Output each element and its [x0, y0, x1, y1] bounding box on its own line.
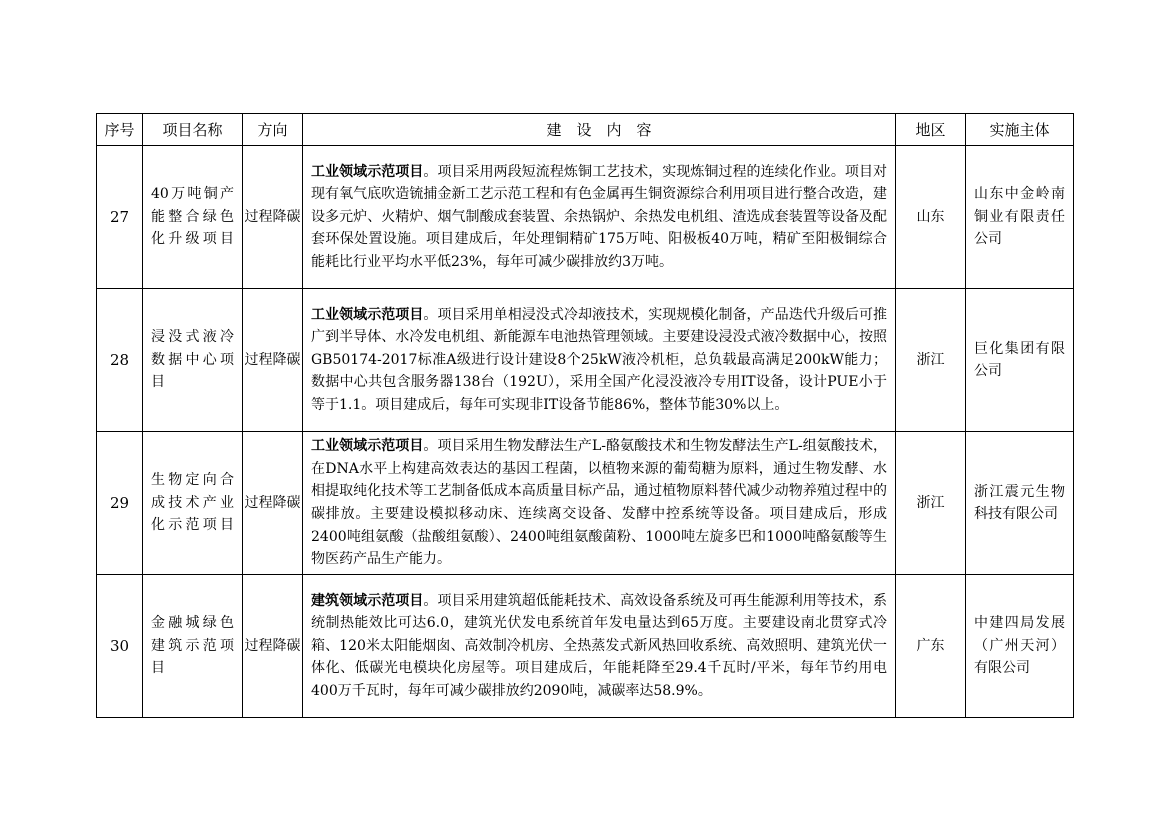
project-entity: 巨化集团有限公司 [966, 289, 1074, 432]
table-row [97, 146, 1074, 289]
project-name: 生物定向合成技术产业化示范项目 [143, 432, 243, 575]
header-entity: 实施主体 [966, 114, 1074, 146]
project-description: 。项目采用单相浸没式冷却液技术，实现规模化制备，产品迭代升级后可推广到半导体、水冷发电机组、新能源车电池热管理领域。主要建设浸没式液冷数据中心，按照GB50174-2017标准A级进行设计建设8个25kW液冷机柜，总负载最高满足200kW能力；数据中心共包含服务器138台（192U），采用全国产化浸没液冷专用IT设备，设计PUE小于等于1.1。项目建成后，每年可实现非IT设备节能86%，整体节能30%以上。 [311, 306, 888, 413]
table-row [97, 289, 1074, 432]
project-content [303, 575, 896, 718]
project-description: 。项目采用两段短流程炼铜工艺技术，实现炼铜过程的连续化作业。项目对现有氧气底吹造锍捕金新工艺示范工程和有色金属再生铜资源综合利用项目进行整合改造，建设多元炉、火精炉、烟气制酸成套装置、余热锅炉、余热发电机组、渣选成套装置等设备及配套环保处置设施。项目建成后，年处理铜精矿175万吨、阳极板40万吨，精矿至阳极铜综合能耗比行业平均水平低23%，每年可减少碳排放约3万吨。 [311, 163, 888, 270]
header-row [97, 114, 1074, 146]
project-region: 浙江 [896, 289, 966, 432]
project-name: 浸没式液冷数据中心项目 [143, 289, 243, 432]
header-name: 项目名称 [143, 114, 243, 146]
project-category: 建筑领域示范项目 [311, 592, 424, 609]
row-number: 30 [97, 575, 143, 718]
project-category: 工业领域示范项目 [311, 163, 424, 180]
project-category: 工业领域示范项目 [311, 306, 424, 323]
project-entity: 中建四局发展（广州天河）有限公司 [966, 575, 1074, 718]
header-content: 建 设 内 容 [303, 114, 896, 146]
project-content [303, 289, 896, 432]
projects-table [96, 113, 1074, 718]
header-region: 地区 [896, 114, 966, 146]
project-name: 金融城绿色建筑示范项目 [143, 575, 243, 718]
row-number: 27 [97, 146, 143, 289]
row-number: 29 [97, 432, 143, 575]
project-content [303, 146, 896, 289]
project-content [303, 432, 896, 575]
project-name: 40万吨铜产能整合绿色化升级项目 [143, 146, 243, 289]
project-description: 。项目采用建筑超低能耗技术、高效设备系统及可再生能源利用等技术，系统制热能效比可达6.0，建筑光伏发电系统首年发电量达到65万度。主要建设南北贯穿式冷箱、120米太阳能烟囱、高效制冷机房、全热蒸发式新风热回收系统、高效照明、建筑光伏一体化、低碳光电模块化房屋等。项目建成后，年能耗降至29.4千瓦时/平米，每年节约用电400万千瓦时，每年可减少碳排放约2090吨，减碳率达58.9%。 [311, 592, 888, 699]
header-direction: 方向 [243, 114, 303, 146]
table-row [97, 575, 1074, 718]
project-direction: 过程降碳 [243, 575, 303, 718]
project-entity: 浙江震元生物科技有限公司 [966, 432, 1074, 575]
project-category: 工业领域示范项目 [311, 438, 424, 455]
project-entity: 山东中金岭南铜业有限责任公司 [966, 146, 1074, 289]
project-region: 广东 [896, 575, 966, 718]
project-direction: 过程降碳 [243, 146, 303, 289]
project-region: 浙江 [896, 432, 966, 575]
table-row [97, 432, 1074, 575]
project-description: 。项目采用生物发酵法生产L-酪氨酸技术和生物发酵法生产L-组氨酸技术，在DNA水平上构建高效表达的基因工程菌，以植物来源的葡萄糖为原料，通过生物发酵、水相提取纯化技术等工艺制备低成本高质量目标产品，通过植物原料替代减少动物养殖过程中的碳排放。主要建设模拟移动床、连续离交设备、发酵中控系统等设备。项目建成后，形成2400吨组氨酸（盐酸组氨酸）、2400吨组氨酸菌粉、1000吨左旋多巴和1000吨酪氨酸等生物医药产品生产能力。 [311, 438, 887, 568]
row-number: 28 [97, 289, 143, 432]
project-region: 山东 [896, 146, 966, 289]
project-direction: 过程降碳 [243, 432, 303, 575]
project-direction: 过程降碳 [243, 289, 303, 432]
header-no: 序号 [97, 114, 143, 146]
